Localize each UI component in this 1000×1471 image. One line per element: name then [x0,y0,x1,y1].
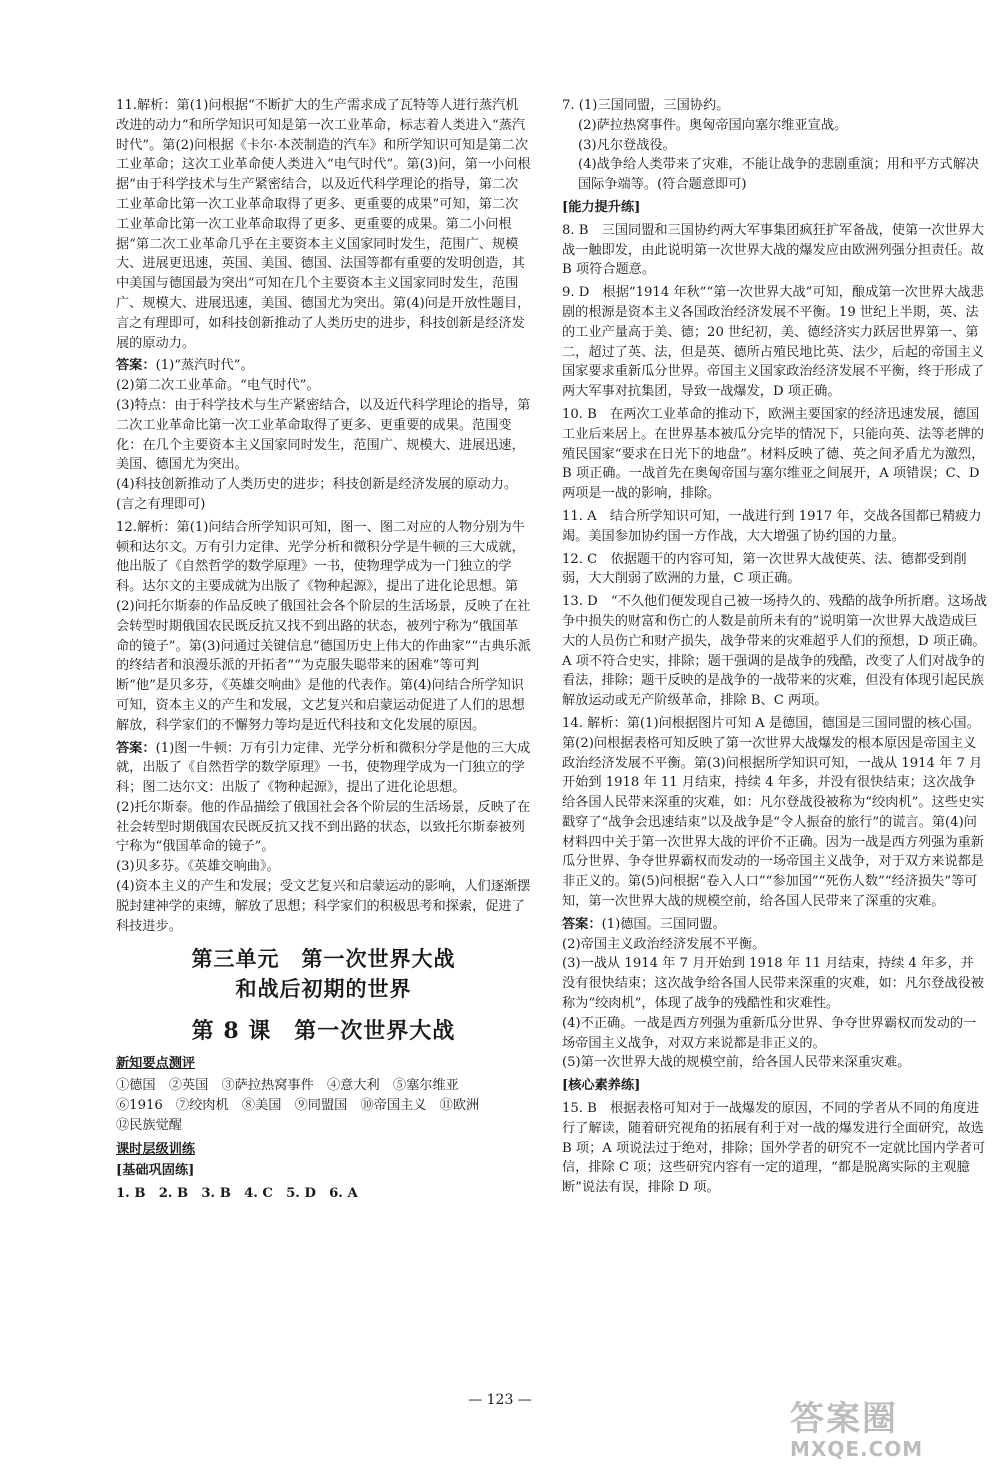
q14-answer-1: (1)德国。三国同盟。 [601,916,726,932]
watermark-line-2: MXQE.COM [790,1437,924,1461]
q12-answer-3: (3)贝多芬。《英雄交响曲》。 [116,859,280,875]
question-11 [562,507,987,547]
question-12-answer [116,739,531,937]
page-number: — 123 — [468,1392,532,1408]
q14-answer-3: (3)一战从 1914 年 7 月开始到 1918 年 11 月结束，持续 4 年多，并没有很快结束；这次战争给各国人民带来深重的灾难，如：凡尔登战役被称为“绞肉机”，体现了战争的残酷性和灾难性。 [562,956,984,1012]
question-10 [562,405,987,504]
q11-text: 11. A 结合所学知识可知，一战进行到 1917 年，交战各国都已精疲力竭。美国参加协约国一方作战，大大增强了协约国的力量。 [562,508,982,544]
q10-text: 10. B 在两次工业革命的推动下，欧洲主要国家的经济迅速发展，德国工业后来居上。在世界基本被瓜分完毕的情况下，只能向英、法等老牌的殖民国家“要求在日光下的地盘”。材料反映了德、英之间矛盾尤为激烈，B 项正确。一战首先在奥匈帝国与塞尔维亚之间展开，A 项错误；C、D 两项是一战的影响，排除。 [562,406,985,502]
lesson-title: 第 8 课 第一次世界大战 [191,1018,456,1045]
ability-heading: [能力提升练] [562,199,641,215]
q11-answer-1: (1)“蒸汽时代”。 [155,358,254,374]
unit-title-line-2: 和战后初期的世界 [235,976,412,1002]
q7-line-3: (3)凡尔登战役。 [578,137,676,153]
q9-text: 9. D 根据“1914 年秋”“第一次世界大战”可知，酿成第一次世界大战悲剧的根源是资本主义各国政治经济发展不平衡。19 世纪上半期，英、法的工业产量高于美、德；20 世纪初，美、德经济实力跃居世界第一、第二，超过了英、法，但是英、德所占殖民地比英、法少，后起的帝国主义国家要求重新瓜分世界。帝国主义国家政治经济发展不平衡，终于形成了两大军事对抗集团，导致一战爆发，D 项正确。 [562,285,984,400]
unit-title [116,944,531,1004]
left-column [116,96,531,1204]
q7-line-2: (2)萨拉热窝事件。奥匈帝国向塞尔维亚宣战。 [578,117,848,133]
new-knowledge-heading: 新知要点测评 [116,1056,196,1072]
key-points-row: ①德国 ②英国 ③萨拉热窝事件 ④意大利 ⑤塞尔维亚 [116,1078,459,1094]
question-9 [562,283,987,402]
unit-title-line-1: 第三单元 第一次世界大战 [191,946,456,972]
q11-answer-2: (2)第二次工业革命。“电气时代”。 [116,378,320,394]
right-column [562,96,987,1201]
question-14-answer [562,915,987,1073]
q12-answer-4: (4)资本主义的产生和发展；受文艺复兴和启蒙运动的影响，人们逐渐摆脱封建神学的束缚，解放了思想；科学家们的积极思考和探索，促进了科技进步。 [116,879,531,934]
q7-line-4: (4)战争给人类带来了灾难，不能让战争的悲剧重演；用和平方式解决国际争端等。(符合题意即可) [578,157,980,193]
q12-answer-2: (2)托尔斯泰。他的作品描绘了俄国社会各个阶层的生活场景，反映了在社会转型时期俄国农民既反抗又找不到出路的状态，以致托尔斯泰被列宁称为“俄国革命的镜子”。 [116,799,531,855]
q11-answer-3: (3)特点：由于科学技术与生产紧密结合，以及近代科学理论的指导，第二次工业革命比第一次工业革命取得了更多、更重要的成果。范围变化：在几个主要资本主义国家同时发生，范围广、规模大、进展迅速，美国、德国尤为突出。 [116,397,531,473]
key-points-row: ⑥1916 ⑦绞肉机 ⑧美国 ⑨同盟国 ⑩帝国主义 ⑪欧洲 [116,1098,480,1114]
q14-answer-2: (2)帝国主义政治经济发展不平衡。 [562,936,766,952]
question-11-analysis [116,96,531,353]
watermark-logo [790,1400,980,1460]
answer-label: 答案： [116,358,156,374]
question-14-analysis [562,714,987,912]
key-points-row: ⑫民族觉醒 [116,1117,182,1133]
basic-answers: 1. B 2. B 3. B 4. C 5. D 6. A [116,1186,358,1202]
question-11-answer [116,356,531,514]
answer-label: 答案： [116,740,156,756]
q13-text: 13. D “不久他们便发现自己被一场持久的、残酷的战争所折磨。这场战争中损失的财富和伤亡的人数是前所未有的”说明第一次世界大战造成巨大的人员伤亡和财产损失，战争带来的灾难超乎人们的预想，D 项正确。A 项不符合史实，排除；题干强调的是战争的残酷，改变了人们对战争的看法，排除；题干反映的是战争的一战带来的灾难，但没有体现引起民族解放运动或无产阶级革命，排除 B、C 两项。 [562,594,987,709]
q8-text: 8. B 三国同盟和三国协约两大军事集团疯狂扩军备战，使第一次世界大战一触即发，由此说明第一次世界大战的爆发应由欧洲列强分担责任。故 B 项符合题意。 [562,222,985,278]
question-7-answer [562,96,987,195]
question-15 [562,1099,987,1198]
question-13 [562,592,987,711]
answer-label: 答案： [562,916,602,932]
question-12-analysis [116,518,531,736]
q12-text: 12. C 依据题干的内容可知，第一次世界大战使英、法、德都受到削弱，大大削弱了欧洲的力量，C 项正确。 [562,551,967,587]
core-literacy-heading: [核心素养练] [562,1078,641,1094]
q11-answer-4: (4)科技创新推动了人类历史的进步；科技创新是经济发展的原动力。(言之有理即可) [116,477,518,512]
basic-practice-heading: [基础巩固练] [116,1163,195,1179]
q14-analysis-text: 14. 解析：第(1)问根据图片可知 A 是德国，德国是三国同盟的核心国。第(2)问根据表格可知反映了第一次世界大战爆发的根本原因是帝国主义政治经济发展不平衡。第(3)问根据所学知识可知，一战从 1914 年 7 月开始到 1918 年 11 月结束，持续 4 年多，并没有很快结束；这次战争给各国人民带来深重的灾难，如：凡尔登战役被称为“绞肉机”。这些史实戳穿了“战争会迅速结束”以及战争是“令人振奋的旅行”的谎言。第(4)问材料四中关于第一次世界大战的评价不正确。因为一战是西方列强为重新瓜分世界、争夺世界霸权而发动的一场帝国主义战争，对于双方来说都是非正义的。第(5)问根据“卷入人口”“参加国”“死伤人数”“经济损失”等可知，第一次世界大战的规模空前，给各国人民带来了深重的灾难。 [562,715,985,910]
q15-text: 15. B 根据表格可知对于一战爆发的原因，不同的学者从不同的角度进行了解读，随着研究视角的拓展有利于对一战的爆发进行全面研究，故选 B 项；A 项说法过于绝对，排除；国外学者的研究不一定就比国内学者可信，排除 C 项；这些研究内容有一定的道理，“都是脱离实际的主观臆断”说法有误，排除 D 项。 [562,1101,986,1196]
q12-analysis-text: 12.解析：第(1)问结合所学知识可知，图一、图二对应的人物分别为牛顿和达尔文。万有引力定律、光学分析和微积分学是牛顿的三大成就，他出版了《自然哲学的数学原理》一书，使物理学成为一门独立的学科。达尔文的主要成就为出版了《物种起源》，提出了进化论思想。第(2)问托尔斯泰的作品反映了俄国社会各个阶层的生活场景，反映了在社会转型时期俄国农民既反抗又找不到出路的状态，被列宁称为“俄国革命的镜子”。第(3)问通过关键信息“德国历史上伟大的作曲家”“古典乐派的终结者和浪漫乐派的开拓者”“为克服失聪带来的困难”等可判断“他”是贝多芬，《英雄交响曲》是他的代表作。第(4)问结合所学知识可知，资本主义的产生和发展，文艺复兴和启蒙运动促进了人们的思想解放，科学家们的不懈努力等均是近代科技和文化发展的原因。 [116,519,531,733]
watermark-line-1: 答案圈 [790,1399,898,1439]
q7-line-1: 7. (1)三国同盟，三国协约。 [562,98,730,113]
q12-answer-1: (1)图一牛顿：万有引力定律、光学分析和微积分学是他的三大成就，出版了《自然哲学的数学原理》一书，使物理学成为一门独立的学科；图二达尔文：出版了《物种起源》，提出了进化论思想。 [116,740,531,796]
q11-analysis-text: 11.解析：第(1)问根据“不断扩大的生产需求成了瓦特等人进行蒸汽机改进的动力”和所学知识可知是第一次工业革命，标志着人类进入“蒸汽时代”。第(2)问根据《卡尔·本茨制造的汽车》和所学知识可知是第二次工业革命；这次工业革命使人类进入“电气时代”。第(3)问，第一小问根据“由于科学技术与生产紧密结合，以及近代科学理论的指导，第二次工业革命比第一次工业革命取得了更多、更重要的成果”可知，第二次工业革命比第一次工业革命取得了更多、更重要的成果。第二小问根据“第二次工业革命几乎在主要资本主义国家同时发生，范围广、规模大、进展更迅速，英国、美国、德国、法国等都有重要的发明创造，其中美国与德国最为突出”可知在几个主要资本主义国家同时发生，范围广、规模大、进展迅速，美国、德国尤为突出。第(4)问是开放性题目，言之有理即可，如科技创新推动了人类历史的进步，科技创新是经济发展的原动力。 [116,98,531,351]
key-points [116,1076,531,1135]
q14-answer-5: (5)第一次世界大战的规模空前，给各国人民带来深重灾难。 [562,1055,911,1071]
q14-answer-4: (4)不正确。一战是西方列强为重新瓜分世界、争夺世界霸权而发动的一场帝国主义战争，对双方来说都是非正义的。 [562,1015,977,1051]
class-training-heading: 课时层级训练 [116,1141,196,1157]
question-12 [562,550,987,590]
question-8 [562,221,987,280]
